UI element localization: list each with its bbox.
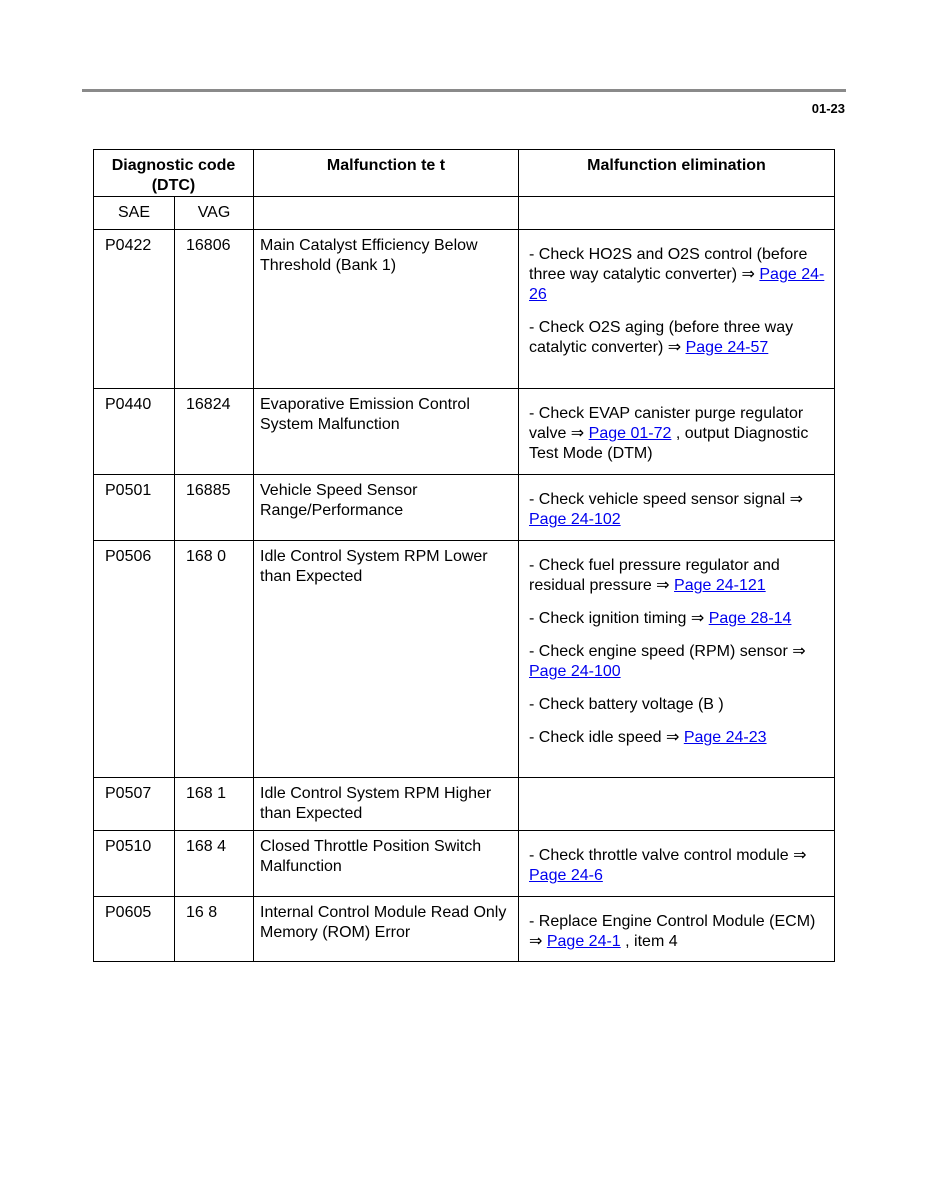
page-link[interactable]: Page 01-72 (588, 425, 672, 442)
sae-code: P0510 (94, 831, 175, 897)
sae-code: P0506 (94, 541, 175, 778)
dtc-header: Diagnostic code (DTC) (94, 150, 254, 197)
elimination-text: - Check EVAP canister purge regulator valve ⇒ (529, 405, 804, 442)
malfunction-test: Internal Control Module Read Only Memory (ROM) Error (254, 897, 519, 962)
test-header: Malfunction te t (254, 150, 519, 197)
elimination-text: - Check vehicle speed sensor signal ⇒ (529, 491, 803, 508)
vag-code: 168 1 (175, 778, 254, 831)
elimination-text: - Check O2S aging (before three way catalytic converter) ⇒ (529, 319, 794, 356)
malfunction-test: Main Catalyst Efficiency Below Threshold (Bank 1) (254, 230, 519, 389)
malfunction-elimination (519, 778, 835, 831)
sae-code: P0440 (94, 389, 175, 475)
page-link[interactable]: Page 24-6 (529, 867, 603, 884)
vag-code: 168 0 (175, 541, 254, 778)
elimination-text: - Replace Engine Control Module (ECM) ⇒ (529, 913, 816, 950)
elimination-text: - Check engine speed (RPM) sensor ⇒ (529, 643, 806, 660)
top-rule (82, 89, 846, 92)
page-link[interactable]: Page 24-121 (674, 577, 766, 594)
page-link[interactable]: Page 24-57 (685, 339, 769, 356)
empty-cell (519, 197, 835, 230)
table-row (94, 831, 835, 897)
vag-code: 16 8 (175, 897, 254, 962)
malfunction-elimination (519, 831, 835, 897)
empty-cell (254, 197, 519, 230)
malfunction-test: Idle Control System RPM Higher than Expected (254, 778, 519, 831)
page-link[interactable]: Page 24-1 (546, 933, 621, 950)
malfunction-elimination (519, 475, 835, 541)
table-row (94, 541, 835, 778)
subheader-row (94, 197, 835, 230)
vag-code: 16806 (175, 230, 254, 389)
sae-code: P0605 (94, 897, 175, 962)
elimination-text: - Check fuel pressure regulator and residual pressure ⇒ (529, 557, 780, 594)
table-row (94, 897, 835, 962)
elimination-text: - Check idle speed ⇒ (529, 729, 684, 746)
page-link[interactable]: Page 24-100 (529, 663, 621, 680)
sae-code: P0422 (94, 230, 175, 389)
elimination-text: , item 4 (620, 933, 678, 950)
elimination-text: - Check battery voltage (B ) (529, 696, 724, 713)
vag-code: 16885 (175, 475, 254, 541)
malfunction-test: Evaporative Emission Control System Malfunction (254, 389, 519, 475)
table-row (94, 778, 835, 831)
malfunction-elimination (519, 541, 835, 778)
malfunction-elimination (519, 230, 835, 389)
elimination-text: - Check HO2S and O2S control (before three way catalytic converter) ⇒ (529, 246, 808, 283)
page-link[interactable]: Page 24-26 (529, 266, 825, 303)
sae-code: P0507 (94, 778, 175, 831)
vag-header: VAG (175, 197, 254, 230)
sae-code: P0501 (94, 475, 175, 541)
dtc-table (93, 149, 835, 962)
elimination-text: , output Diagnostic Test Mode (DTM) (529, 425, 809, 462)
page-number: 01-23 (811, 101, 845, 116)
malfunction-test: Vehicle Speed Sensor Range/Performance (254, 475, 519, 541)
elimination-header: Malfunction elimination (519, 150, 835, 197)
vag-code: 168 4 (175, 831, 254, 897)
table-row (94, 475, 835, 541)
malfunction-test: Closed Throttle Position Switch Malfunction (254, 831, 519, 897)
page-link[interactable]: Page 24-102 (529, 511, 621, 528)
elimination-text: - Check ignition timing ⇒ (529, 610, 709, 627)
table-row (94, 230, 835, 389)
elimination-text: - Check throttle valve control module ⇒ (529, 847, 807, 864)
malfunction-elimination (519, 897, 835, 962)
header-row (94, 150, 835, 197)
sae-header: SAE (94, 197, 175, 230)
malfunction-elimination (519, 389, 835, 475)
vag-code: 16824 (175, 389, 254, 475)
malfunction-test: Idle Control System RPM Lower than Expected (254, 541, 519, 778)
table-row (94, 389, 835, 475)
page-link[interactable]: Page 24-23 (683, 729, 767, 746)
page-link[interactable]: Page 28-14 (708, 610, 792, 627)
